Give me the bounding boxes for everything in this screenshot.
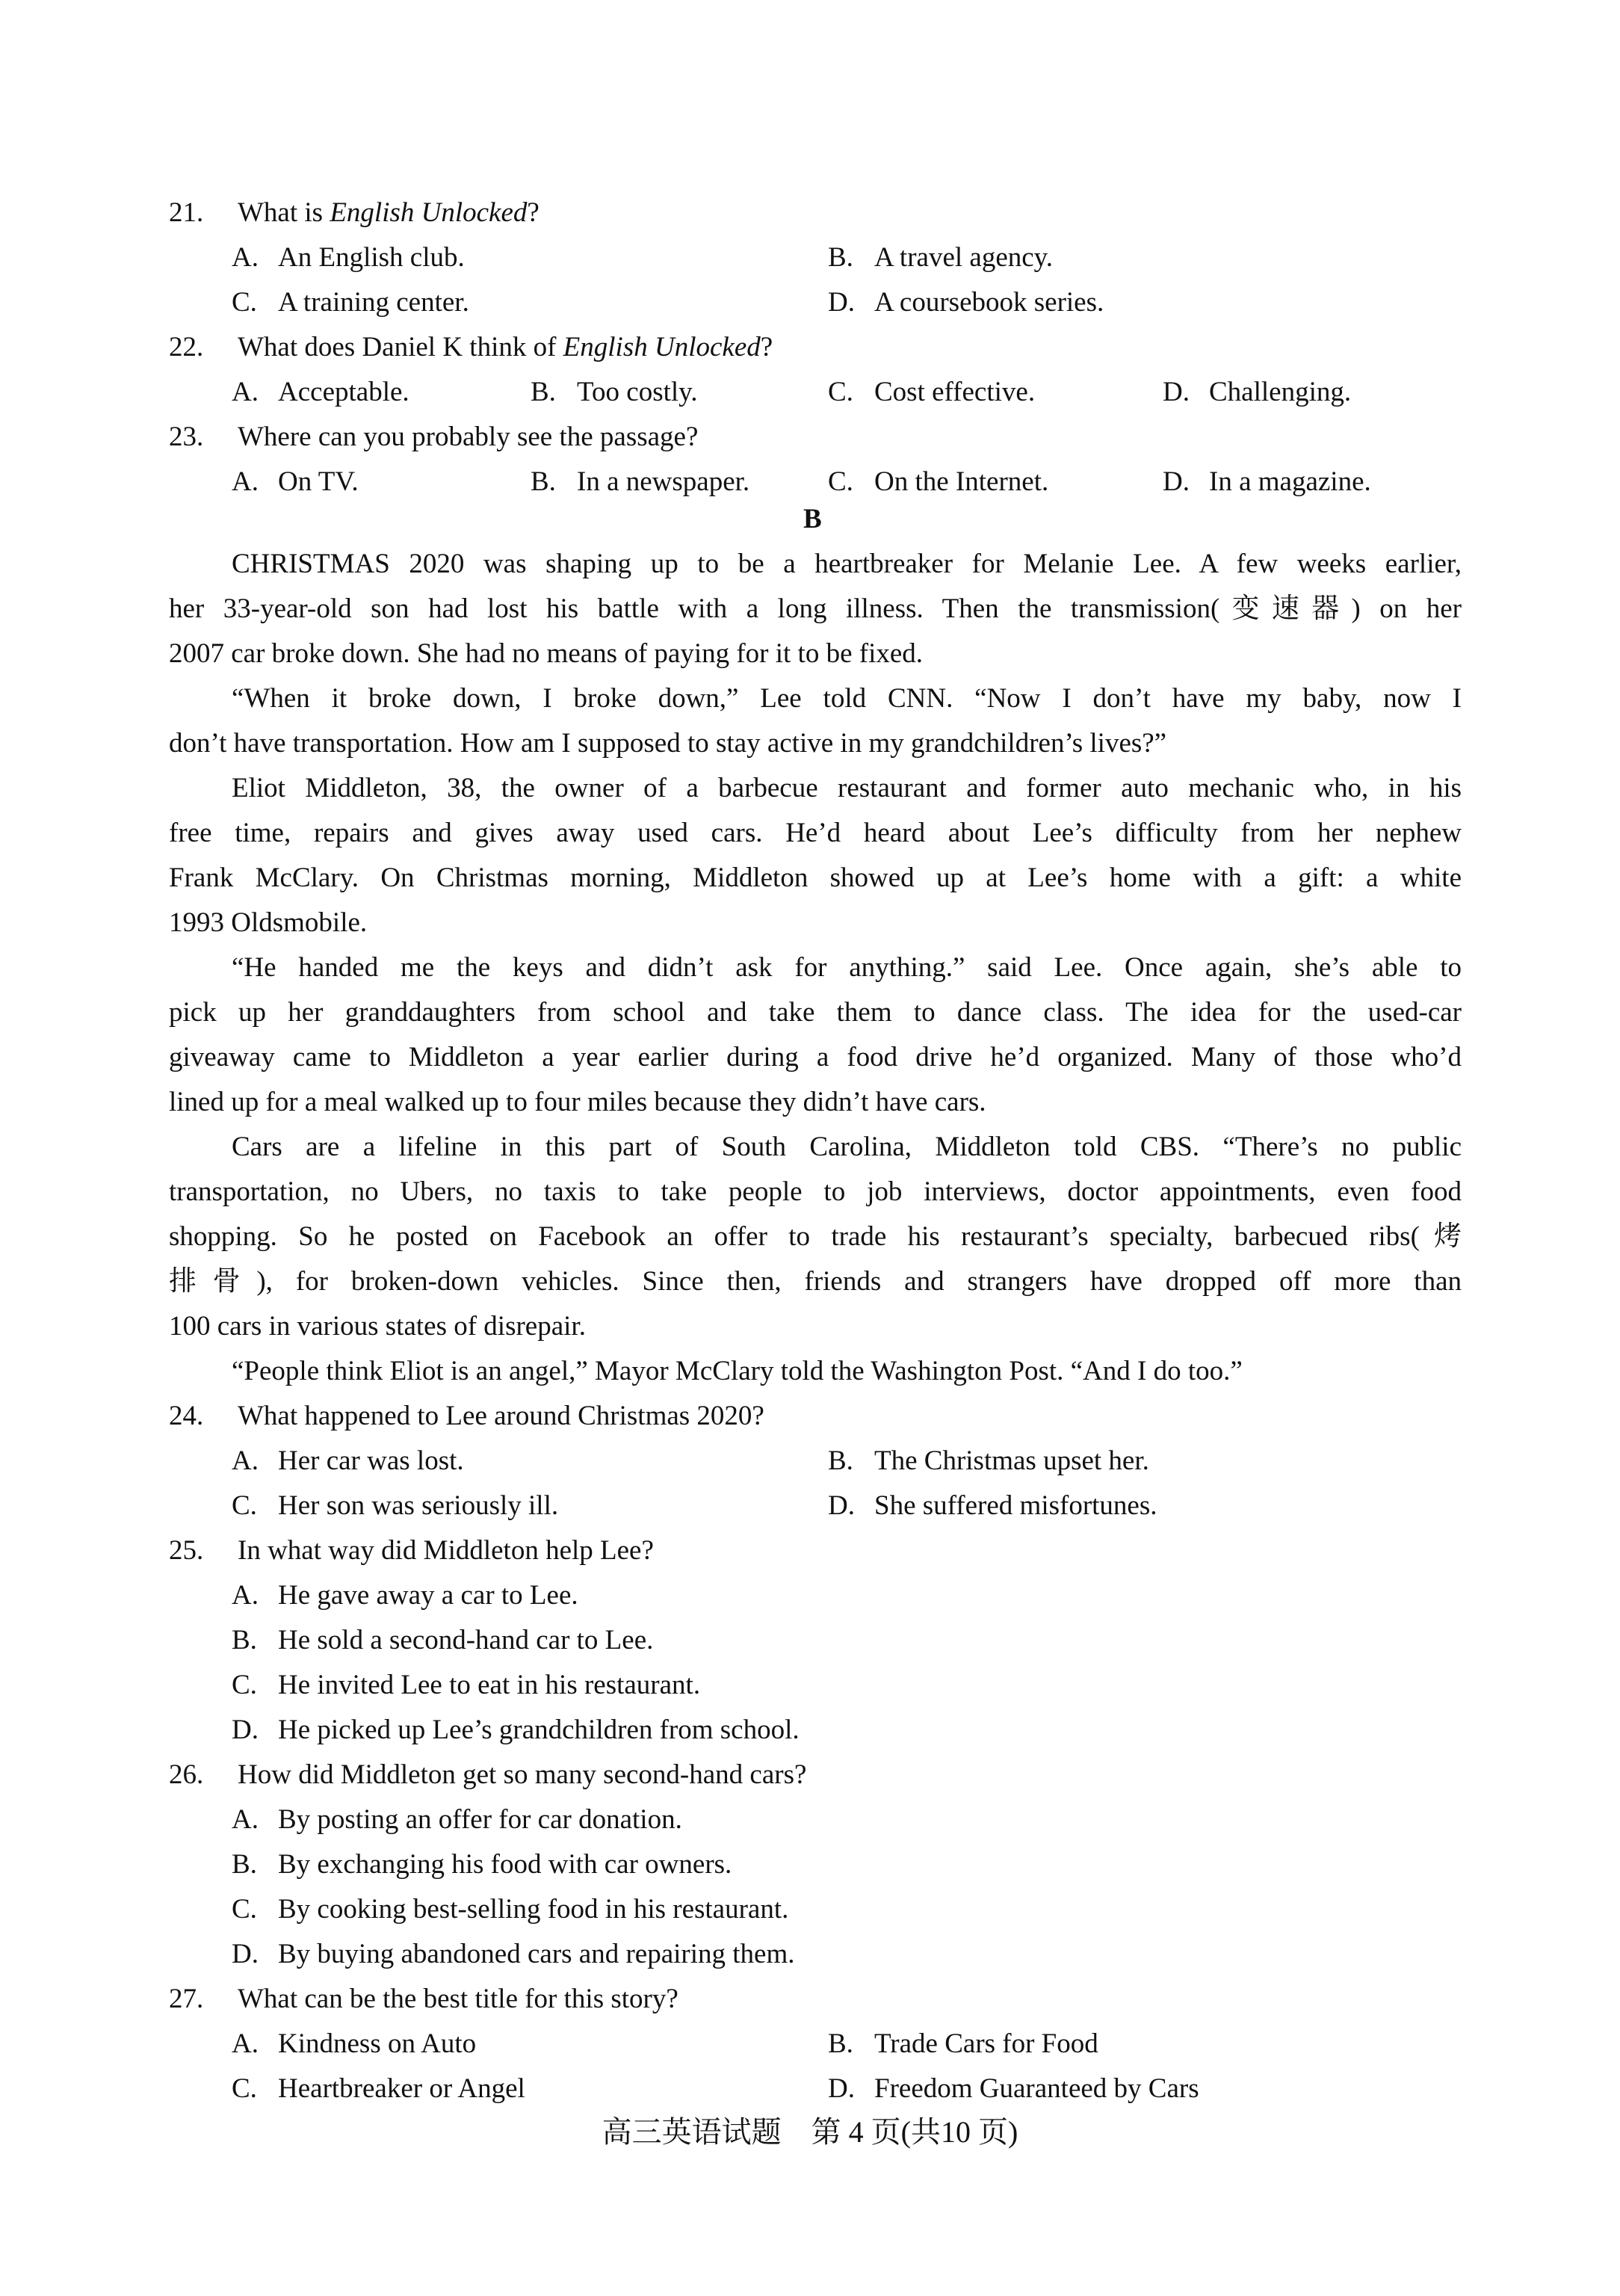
page-footer: 高三英语试题 第 4 页(共10 页) <box>602 2115 1018 2149</box>
option-text: On TV. <box>278 466 359 497</box>
option-text: She suffered misfortunes. <box>874 1490 1157 1521</box>
question-text: How did Middleton get so many second-hand cars? <box>238 1759 807 1790</box>
option-text: An English club. <box>278 242 465 273</box>
option-letter: C. <box>828 466 853 497</box>
option-25d[interactable] <box>232 1713 800 1747</box>
option-23a[interactable] <box>232 465 359 499</box>
option-letter: D. <box>1163 377 1190 407</box>
passage-line: “He handed me the keys and didn’t ask for anything.” said Lee. Once again, she’s able to <box>232 952 1462 983</box>
question-23 <box>169 420 698 454</box>
option-text: On the Internet. <box>874 466 1049 497</box>
passage-line: giveaway came to Middleton a year earlier during a food drive he’d organized. Many of those who’d <box>169 1042 1462 1073</box>
option-letter: D. <box>828 2073 855 2104</box>
option-letter: B. <box>828 1445 853 1476</box>
option-21d[interactable] <box>828 286 1104 320</box>
question-24 <box>169 1399 764 1434</box>
question-text: What happened to Lee around Christmas 2020? <box>238 1401 764 1431</box>
passage-line: “When it broke down, I broke down,” Lee told CNN. “Now I don’t have my baby, now I <box>232 683 1462 714</box>
option-26a[interactable] <box>232 1803 682 1837</box>
option-25b[interactable] <box>232 1623 653 1658</box>
question-text-end: ? <box>527 197 540 228</box>
section-label-b: B <box>803 504 822 534</box>
option-text: Cost effective. <box>874 377 1036 407</box>
option-letter: D. <box>232 1939 259 1969</box>
option-letter: A. <box>232 1445 259 1476</box>
passage-line: “People think Eliot is an angel,” Mayor McClary told the Washington Post. “And I do too.” <box>232 1356 1243 1386</box>
option-letter: A. <box>232 377 259 407</box>
passage-line: transportation, no Ubers, no taxis to take people to job interviews, doctor appointments, even food <box>169 1176 1462 1207</box>
option-letter: B. <box>828 242 853 273</box>
passage-line: pick up her granddaughters from school and take them to dance class. The idea for the used-car <box>169 997 1462 1028</box>
option-23d[interactable] <box>1163 465 1371 499</box>
option-text: Acceptable. <box>278 377 409 407</box>
option-text: In a magazine. <box>1209 466 1371 497</box>
option-letter: C. <box>232 2073 257 2104</box>
question-22 <box>169 330 773 365</box>
option-text: A travel agency. <box>874 242 1054 273</box>
option-text: Trade Cars for Food <box>874 2028 1098 2059</box>
option-text: Her car was lost. <box>278 1445 464 1476</box>
passage-line: 1993 Oldsmobile. <box>169 907 368 938</box>
option-text: He picked up Lee’s grandchildren from school. <box>278 1715 800 1745</box>
question-25 <box>169 1534 654 1568</box>
question-number: 27. <box>169 1984 204 2014</box>
option-27d[interactable] <box>828 2072 1199 2106</box>
option-letter: B. <box>531 466 556 497</box>
option-24b[interactable] <box>828 1444 1149 1478</box>
option-letter: C. <box>232 1490 257 1521</box>
question-number: 22. <box>169 332 204 362</box>
option-text: He gave away a car to Lee. <box>278 1580 578 1611</box>
question-21 <box>169 196 540 230</box>
option-24d[interactable] <box>828 1489 1157 1523</box>
passage-line: 排骨), for broken-down vehicles. Since then, friends and strangers have dropped off more than <box>169 1266 1462 1297</box>
option-24c[interactable] <box>232 1489 558 1523</box>
question-text: Where can you probably see the passage? <box>238 422 699 452</box>
option-text: Too costly. <box>577 377 698 407</box>
option-letter: A. <box>232 1804 259 1835</box>
option-21b[interactable] <box>828 241 1053 275</box>
option-text: Kindness on Auto <box>278 2028 477 2059</box>
option-letter: A. <box>232 466 259 497</box>
question-number: 23. <box>169 422 204 452</box>
option-letter: D. <box>828 287 855 318</box>
passage-line: don’t have transportation. How am I supposed to stay active in my grandchildren’s lives?” <box>169 728 1167 759</box>
question-number: 26. <box>169 1759 204 1790</box>
question-text: What does Daniel K think of <box>238 332 563 362</box>
passage-line: her 33-year-old son had lost his battle with a long illness. Then the transmission(变速器) on her <box>169 593 1462 624</box>
option-25a[interactable] <box>232 1578 578 1613</box>
passage-line: Frank McClary. On Christmas morning, Middleton showed up at Lee’s home with a gift: a white <box>169 862 1462 893</box>
passage-line: Eliot Middleton, 38, the owner of a barbecue restaurant and former auto mechanic who, in his <box>232 773 1462 803</box>
option-22c[interactable] <box>828 375 1035 410</box>
option-text: Challenging. <box>1209 377 1352 407</box>
option-text: A training center. <box>278 287 469 318</box>
option-letter: C. <box>828 377 853 407</box>
question-number: 25. <box>169 1535 204 1566</box>
option-letter: A. <box>232 2028 259 2059</box>
question-text: What is <box>238 197 330 228</box>
option-letter: D. <box>828 1490 855 1521</box>
option-letter: C. <box>232 1894 257 1925</box>
option-letter: B. <box>531 377 556 407</box>
option-text: He sold a second-hand car to Lee. <box>278 1625 654 1655</box>
passage-line: 2007 car broke down. She had no means of paying for it to be fixed. <box>169 638 924 669</box>
option-27a[interactable] <box>232 2027 476 2061</box>
option-letter: C. <box>232 287 257 318</box>
passage-line: 100 cars in various states of disrepair. <box>169 1311 586 1342</box>
option-letter: A. <box>232 1580 259 1611</box>
option-25c[interactable] <box>232 1668 700 1703</box>
option-text: Heartbreaker or Angel <box>278 2073 525 2104</box>
option-text: Freedom Guaranteed by Cars <box>874 2073 1199 2104</box>
question-26 <box>169 1758 806 1792</box>
passage-line: free time, repairs and gives away used cars. He’d heard about Lee’s difficulty from her nephew <box>169 818 1462 848</box>
question-number: 24. <box>169 1401 204 1431</box>
option-text: In a newspaper. <box>577 466 750 497</box>
question-number: 21. <box>169 197 204 228</box>
option-23b[interactable] <box>531 465 749 499</box>
question-italic: English Unlocked <box>563 332 761 362</box>
option-letter: D. <box>1163 466 1190 497</box>
option-letter: B. <box>828 2028 853 2059</box>
option-letter: B. <box>232 1849 257 1880</box>
option-text: By posting an offer for car donation. <box>278 1804 682 1835</box>
passage-line: CHRISTMAS 2020 was shaping up to be a heartbreaker for Melanie Lee. A few weeks earlier, <box>232 549 1462 579</box>
option-text: He invited Lee to eat in his restaurant. <box>278 1670 701 1700</box>
option-27c[interactable] <box>232 2072 525 2106</box>
option-text: A coursebook series. <box>874 287 1104 318</box>
option-26b[interactable] <box>232 1848 732 1882</box>
option-letter: C. <box>232 1670 257 1700</box>
option-26c[interactable] <box>232 1892 788 1927</box>
option-26d[interactable] <box>232 1937 795 1972</box>
option-22d[interactable] <box>1163 375 1351 410</box>
question-text: What can be the best title for this story? <box>238 1984 678 2014</box>
passage-line: lined up for a meal walked up to four miles because they didn’t have cars. <box>169 1087 986 1117</box>
question-27 <box>169 1982 678 2016</box>
option-22b[interactable] <box>531 375 698 410</box>
option-27b[interactable] <box>828 2027 1098 2061</box>
question-italic: English Unlocked <box>330 197 528 228</box>
option-23c[interactable] <box>828 465 1048 499</box>
passage-line: shopping. So he posted on Facebook an offer to trade his restaurant’s specialty, barbecued ribs(烤 <box>169 1221 1462 1252</box>
option-24a[interactable] <box>232 1444 464 1478</box>
option-22a[interactable] <box>232 375 409 410</box>
option-text: By cooking best-selling food in his restaurant. <box>278 1894 789 1925</box>
option-text: The Christmas upset her. <box>874 1445 1149 1476</box>
passage-line: Cars are a lifeline in this part of South Carolina, Middleton told CBS. “There’s no public <box>232 1132 1462 1162</box>
option-21c[interactable] <box>232 286 469 320</box>
option-text: By buying abandoned cars and repairing them. <box>278 1939 795 1969</box>
option-text: By exchanging his food with car owners. <box>278 1849 732 1880</box>
question-text-end: ? <box>760 332 773 362</box>
option-letter: D. <box>232 1715 259 1745</box>
option-letter: A. <box>232 242 259 273</box>
question-text: In what way did Middleton help Lee? <box>238 1535 654 1566</box>
option-letter: B. <box>232 1625 257 1655</box>
option-21a[interactable] <box>232 241 465 275</box>
option-text: Her son was seriously ill. <box>278 1490 559 1521</box>
